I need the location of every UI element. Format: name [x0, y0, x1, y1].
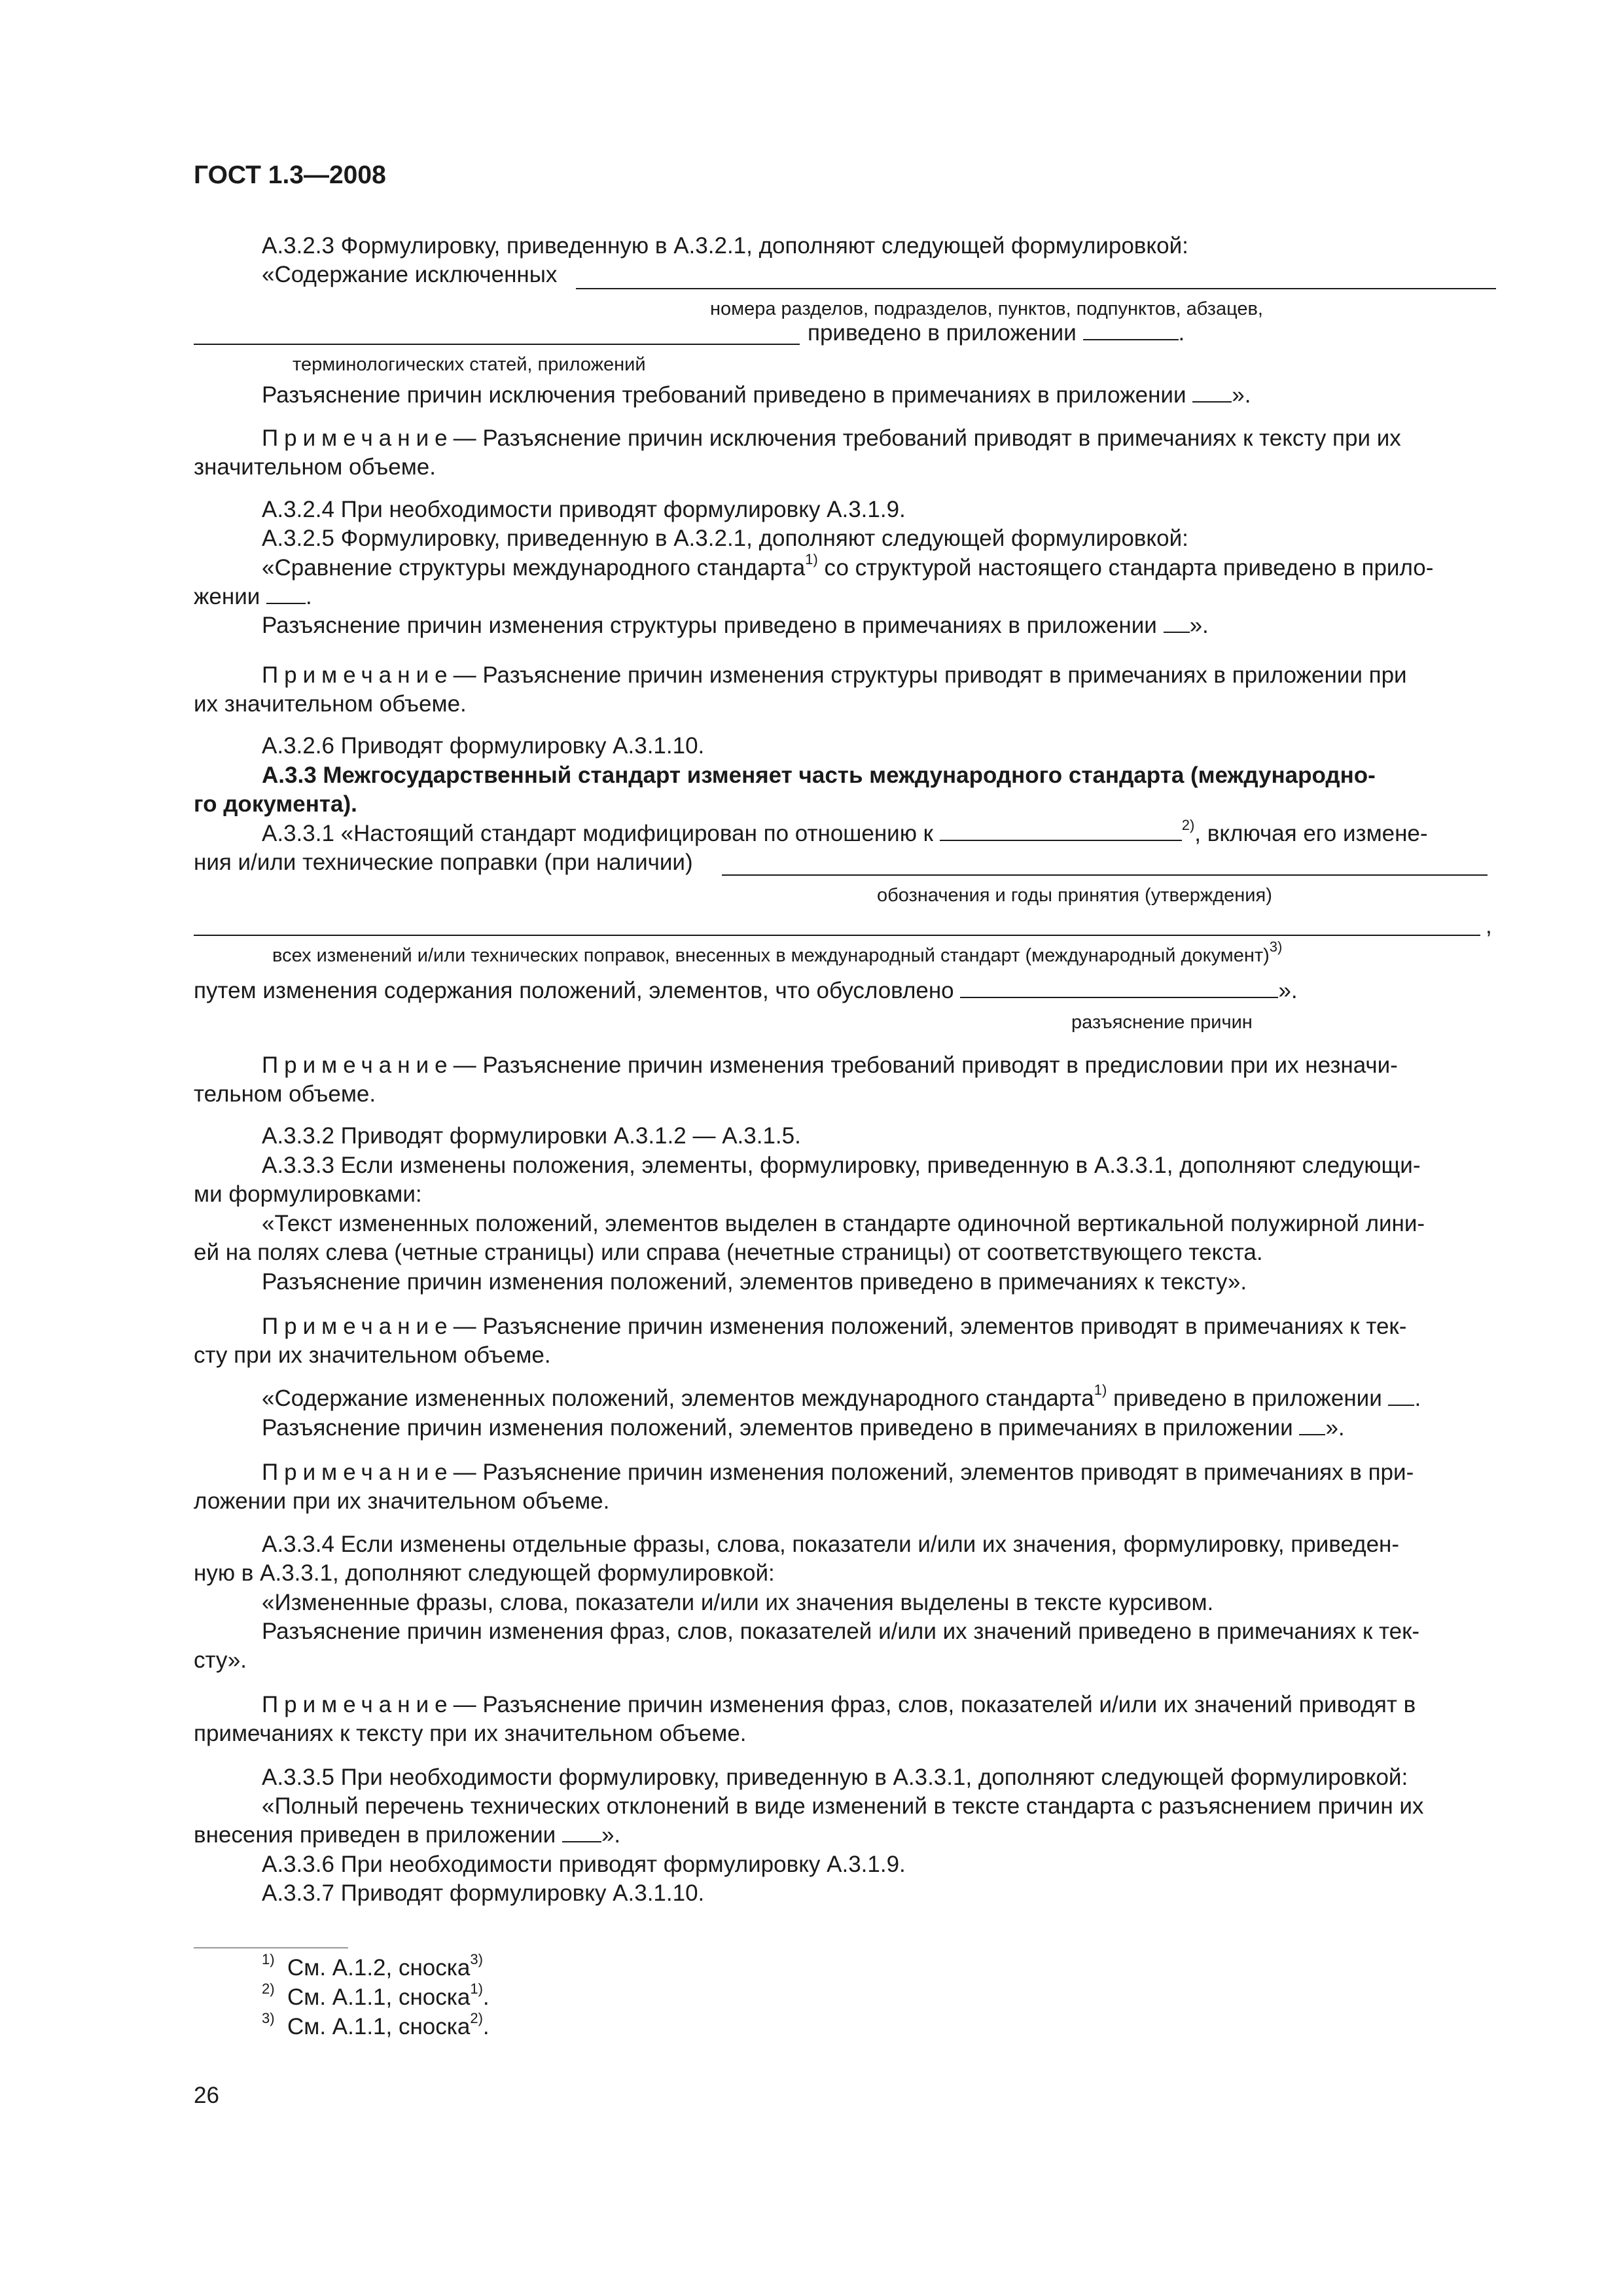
- clause-a331-line4: путем изменения содержания положений, элементов, что обусловлено ».: [194, 978, 1298, 1003]
- page-number: 26: [194, 2083, 219, 2108]
- clause-a334-line5: сту».: [194, 1647, 247, 1673]
- footnote-3: $^{3)}$ См. А.1.1, сноска$^{2)}$.: [262, 2010, 490, 2039]
- note-6-line2: примечаниях к тексту при их значительном объеме.: [194, 1721, 747, 1746]
- clause-a331-line2: ния и/или технические поправки (при наличии): [194, 850, 693, 875]
- clause-a325-line4: Разъяснение причин изменения структуры приведено в примечаниях в приложении ».: [262, 613, 1209, 638]
- note-6-line1: Примечание— Разъяснение причин изменения фраз, слов, показателей и/или их значений приводят в: [262, 1692, 1416, 1717]
- clause-a335-line1: А.3.3.5 При необходимости формулировку, приведенную в А.3.3.1, дополняют следующей формулировкой:: [262, 1765, 1408, 1790]
- clause-a323-line4: Разъяснение причин исключения требований приведено в примечаниях в приложении ».: [262, 382, 1251, 408]
- fill-line-articles: [194, 344, 800, 345]
- note-1-line1: Примечание— Разъяснение причин исключения требований приводят в примечаниях к тексту при их: [262, 425, 1401, 451]
- caption-reasons: разъяснение причин: [1071, 1012, 1253, 1033]
- note-2-line1: Примечание— Разъяснение причин изменения структуры приводят в примечаниях в приложении при: [262, 662, 1407, 688]
- clause-a323-line2: «Содержание исключенных: [262, 262, 558, 287]
- footnote-1: $^{1)}$ См. А.1.2, сноска$^{3)}$: [262, 1951, 483, 1981]
- clause-a325-line1: А.3.2.5 Формулировку, приведенную в А.3.2.1, дополняют следующей формулировкой:: [262, 526, 1188, 551]
- clause-a333b-line1: «Содержание измененных положений, элементов международного стандарта$^{1)}$ приведено в приложении .: [262, 1382, 1421, 1411]
- clause-a323-line1: А.3.2.3 Формулировку, приведенную в А.3.2.1, дополняют следующей формулировкой:: [262, 233, 1188, 259]
- note-4-line1: Примечание— Разъяснение причин изменения положений, элементов приводят в примечаниях к тек-: [262, 1314, 1407, 1339]
- note-2-line2: их значительном объеме.: [194, 691, 467, 717]
- clause-a33-heading-line2: го документа).: [194, 791, 357, 817]
- clause-a333-line2: ми формулировками:: [194, 1181, 422, 1207]
- clause-a331-line1: А.3.3.1 «Настоящий стандарт модифицирован по отношению к $^{2)}$, включая его измене-: [262, 817, 1428, 846]
- note-3-line1: Примечание— Разъяснение причин изменения требований приводят в предисловии при их незначи-: [262, 1052, 1398, 1078]
- clause-a324: А.3.2.4 При необходимости приводят формулировку А.3.1.9.: [262, 497, 906, 522]
- clause-a326: А.3.2.6 Приводят формулировку А.3.1.10.: [262, 733, 705, 759]
- clause-a325-line3: жении .: [194, 584, 312, 609]
- note-5-line2: ложении при их значительном объеме.: [194, 1488, 610, 1514]
- fill-line-sections: [576, 288, 1496, 289]
- clause-a333-line4: ей на полях слева (четные страницы) или справа (нечетные страницы) от соответствующего текста.: [194, 1240, 1263, 1265]
- clause-a33-heading-line1: А.3.3 Межгосударственный стандарт изменяет часть международного стандарта (международно-: [262, 762, 1376, 788]
- clause-a323-line3: приведено в приложении .: [808, 320, 1185, 346]
- clause-a335-line3: внесения приведен в приложении ».: [194, 1822, 621, 1848]
- note-5-line1: Примечание— Разъяснение причин изменения положений, элементов приводят в примечаниях в при-: [262, 1460, 1414, 1485]
- fill-line-amendments: [194, 935, 1480, 936]
- fill-line-designations: [722, 874, 1488, 876]
- clause-a333b-line2: Разъяснение причин изменения положений, элементов приведено в примечаниях в приложении ».: [262, 1415, 1345, 1441]
- clause-a337: А.3.3.7 Приводят формулировку А.3.1.10.: [262, 1880, 705, 1906]
- note-4-line2: сту при их значительном объеме.: [194, 1342, 551, 1368]
- clause-a334-line1: А.3.3.4 Если изменены отдельные фразы, слова, показатели и/или их значения, формулировку, приведен-: [262, 1532, 1400, 1557]
- clause-a325-line2: «Сравнение структуры международного стандарта$^{1)}$ со структурой настоящего стандарта приведено в прило-: [262, 551, 1434, 581]
- clause-a333-line1: А.3.3.3 Если изменены положения, элементы, формулировку, приведенную в А.3.3.1, дополняют следующи-: [262, 1153, 1421, 1178]
- note-1-line2: значительном объеме.: [194, 454, 436, 480]
- clause-a333-line5: Разъяснение причин изменения положений, элементов приведено в примечаниях к тексту».: [262, 1269, 1247, 1295]
- clause-a333-line3: «Текст измененных положений, элементов выделен в стандарте одиночной вертикальной полужирной лини-: [262, 1211, 1425, 1236]
- amendments-comma: ,: [1486, 913, 1492, 939]
- clause-a335-line2: «Полный перечень технических отклонений в виде изменений в тексте стандарта с разъяснением причин их: [262, 1793, 1424, 1819]
- clause-a336: А.3.3.6 При необходимости приводят формулировку А.3.1.9.: [262, 1852, 906, 1877]
- note-3-line2: тельном объеме.: [194, 1081, 376, 1107]
- caption-sections: номера разделов, подразделов, пунктов, подпунктов, абзацев,: [710, 298, 1263, 319]
- caption-amendments: всех изменений и/или технических поправок, внесенных в международный стандарт (международный документ)$^{3)}$: [272, 939, 1283, 966]
- clause-a334-line2: ную в А.3.3.1, дополняют следующей формулировкой:: [194, 1560, 775, 1586]
- standard-header: ГОСТ 1.3—2008: [194, 161, 386, 189]
- clause-a334-line4: Разъяснение причин изменения фраз, слов, показателей и/или их значений приведено в примечаниях к тек-: [262, 1619, 1420, 1644]
- caption-designations: обозначения и годы принятия (утверждения): [877, 885, 1272, 906]
- caption-articles: терминологических статей, приложений: [293, 354, 646, 375]
- clause-a332: А.3.3.2 Приводят формулировки А.3.1.2 — А.3.1.5.: [262, 1123, 801, 1149]
- footnote-2: $^{2)}$ См. А.1.1, сноска$^{1)}$.: [262, 1981, 490, 2010]
- clause-a334-line3: «Измененные фразы, слова, показатели и/или их значения выделены в тексте курсивом.: [262, 1590, 1214, 1615]
- footnote-separator: [194, 1947, 348, 1948]
